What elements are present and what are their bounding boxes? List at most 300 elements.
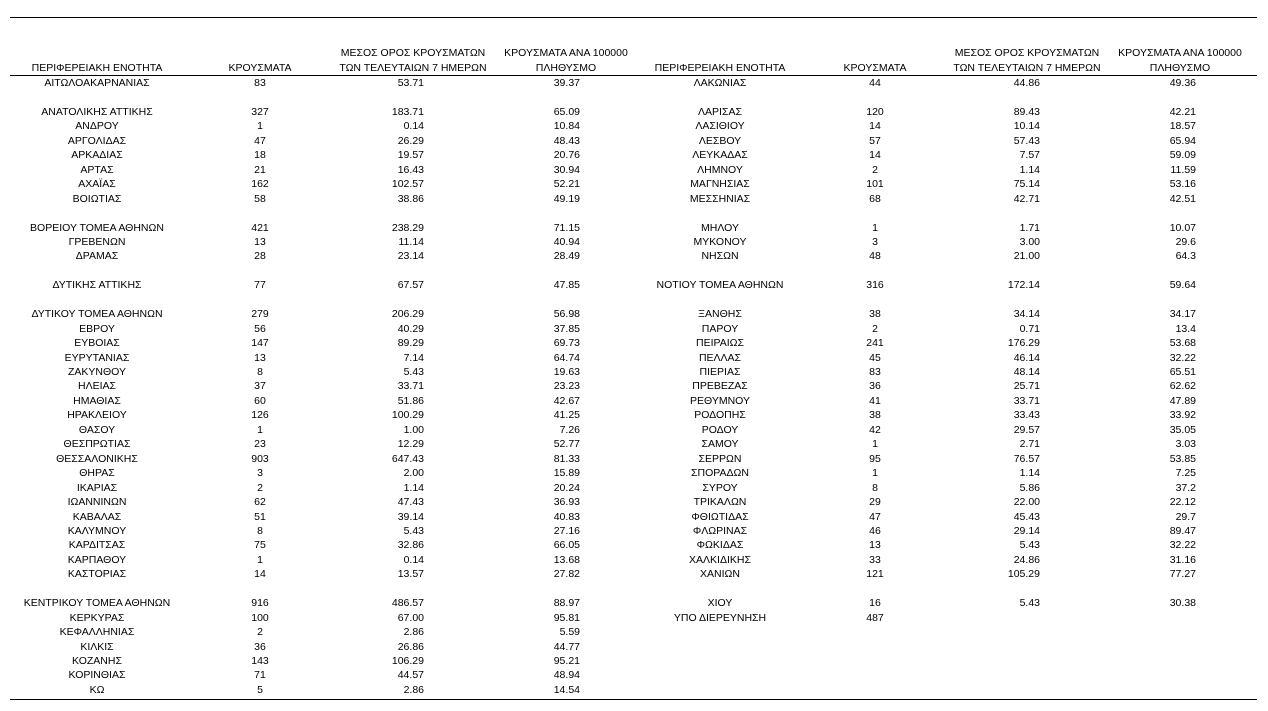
table-row <box>0 640 1268 654</box>
cases-cell: 3 <box>257 467 263 480</box>
avg-7-days-cell: 2.86 <box>403 683 424 696</box>
avg-7-days-cell: 5.43 <box>1019 597 1040 610</box>
rate-per-100k-cell: 64.74 <box>553 351 580 364</box>
avg-7-days-cell: 183.71 <box>391 105 424 118</box>
top-rule <box>10 17 1257 18</box>
table-row <box>0 495 1268 509</box>
avg-7-days-cell: 34.14 <box>1013 308 1040 321</box>
rate-per-100k-cell: 65.09 <box>553 105 580 118</box>
region-cell: ΚΕΦΑΛΛΗΝΙΑΣ <box>59 626 135 639</box>
cases-cell: 45 <box>869 351 881 364</box>
cases-cell: 33 <box>869 553 881 566</box>
region-cell: ΚΕΝΤΡΙΚΟΥ ΤΟΜΕΑ ΑΘΗΝΩΝ <box>23 597 171 610</box>
region-cell: ΕΥΡΥΤΑΝΙΑΣ <box>64 351 130 364</box>
cases-cell: 8 <box>257 366 263 378</box>
cases-cell: 14 <box>869 120 881 133</box>
cases-cell: 60 <box>254 394 266 407</box>
region-cell: ΘΕΣΣΑΛΟΝΙΚΗΣ <box>56 452 138 465</box>
avg-7-days-cell: 0.71 <box>1019 322 1040 335</box>
rate-per-100k-cell: 3.03 <box>1175 438 1196 451</box>
table-row <box>0 235 1268 249</box>
region-cell: ΘΕΣΠΡΩΤΙΑΣ <box>63 438 131 451</box>
cases-cell: 421 <box>251 221 269 234</box>
rate-per-100k-cell: 30.94 <box>553 163 580 176</box>
region-cell: ΠΑΡΟΥ <box>701 322 739 335</box>
avg-7-days-cell: 5.86 <box>1019 481 1040 494</box>
rate-per-100k-cell: 65.94 <box>1169 134 1196 147</box>
region-cell: ΚΙΛΚΙΣ <box>80 640 114 653</box>
avg-7-days-cell: 67.57 <box>397 279 424 292</box>
cases-cell: 13 <box>254 351 266 364</box>
header-avg-line1: ΜΕΣΟΣ ΟΡΟΣ ΚΡΟΥΣΜΑΤΩΝ <box>954 47 1100 59</box>
avg-7-days-cell: 44.86 <box>1013 77 1040 89</box>
rate-per-100k-cell: 15.89 <box>553 467 580 480</box>
cases-cell: 38 <box>869 308 881 321</box>
avg-7-days-cell: 33.43 <box>1013 409 1040 422</box>
avg-7-days-cell: 2.00 <box>403 467 424 480</box>
avg-7-days-cell: 33.71 <box>1013 394 1040 407</box>
table-row <box>0 524 1268 538</box>
cases-cell: 21 <box>254 163 266 176</box>
avg-7-days-cell: 106.29 <box>391 655 424 667</box>
avg-7-days-cell: 172.14 <box>1007 279 1040 292</box>
rate-per-100k-cell: 47.85 <box>553 279 580 292</box>
region-cell: ΡΟΔΟΠΗΣ <box>694 409 746 422</box>
region-cell: ΚΑΡΠΑΘΟΥ <box>67 553 127 566</box>
region-cell: ΜΕΣΣΗΝΙΑΣ <box>689 192 751 205</box>
region-cell: ΕΒΡΟΥ <box>79 322 115 335</box>
region-cell: ΛΑΡΙΣΑΣ <box>698 105 742 118</box>
rate-per-100k-cell: 52.21 <box>553 178 580 191</box>
rate-per-100k-cell: 27.82 <box>553 568 580 581</box>
table-row <box>0 278 1268 292</box>
avg-7-days-cell: 89.43 <box>1013 105 1040 118</box>
region-cell: ΜΑΓΝΗΣΙΑΣ <box>690 178 750 191</box>
table-row <box>0 596 1268 610</box>
table-row <box>0 538 1268 552</box>
region-cell: ΛΕΣΒΟΥ <box>698 134 742 147</box>
region-cell: ΡΟΔΟΥ <box>701 423 739 436</box>
table-row <box>0 322 1268 336</box>
avg-7-days-cell: 23.14 <box>397 250 424 263</box>
rate-per-100k-cell: 39.37 <box>553 77 580 89</box>
avg-7-days-cell: 26.86 <box>397 640 424 653</box>
rate-per-100k-cell: 89.47 <box>1169 524 1196 537</box>
header-avg-line2: ΤΩΝ ΤΕΛΕΥΤΑΙΩΝ 7 ΗΜΕΡΩΝ <box>339 62 487 74</box>
region-cell: ΝΟΤΙΟΥ ΤΟΜΕΑ ΑΘΗΝΩΝ <box>656 279 784 292</box>
table-row <box>0 423 1268 437</box>
avg-7-days-cell: 25.71 <box>1013 380 1040 393</box>
rate-per-100k-cell: 64.3 <box>1175 250 1196 263</box>
rate-per-100k-cell: 29.6 <box>1175 235 1196 248</box>
table-row <box>0 452 1268 466</box>
region-cell: ΛΑΚΩΝΙΑΣ <box>693 77 747 89</box>
rate-per-100k-cell: 7.25 <box>1175 467 1196 480</box>
cases-cell: 2 <box>872 322 878 335</box>
avg-7-days-cell: 42.71 <box>1013 192 1040 205</box>
avg-7-days-cell: 67.00 <box>397 611 424 624</box>
table-row <box>0 553 1268 567</box>
region-cell: ΚΟΡΙΝΘΙΑΣ <box>68 669 126 682</box>
region-cell: ΓΡΕΒΕΝΩΝ <box>68 235 126 248</box>
rate-per-100k-cell: 59.64 <box>1169 279 1196 292</box>
avg-7-days-cell: 32.86 <box>397 539 424 552</box>
cases-cell: 42 <box>869 423 881 436</box>
table-row <box>0 394 1268 408</box>
rate-per-100k-cell: 22.12 <box>1169 496 1196 509</box>
region-cell: ΜΗΛΟΥ <box>701 221 739 234</box>
rate-per-100k-cell: 42.21 <box>1169 105 1196 118</box>
cases-cell: 36 <box>254 640 266 653</box>
rate-per-100k-cell: 13.68 <box>553 553 580 566</box>
avg-7-days-cell: 19.57 <box>397 149 424 162</box>
cases-cell: 51 <box>254 510 266 523</box>
table-row <box>0 249 1268 263</box>
region-cell: ΚΕΡΚΥΡΑΣ <box>69 611 125 624</box>
avg-7-days-cell: 47.43 <box>397 496 424 509</box>
cases-cell: 75 <box>254 539 266 552</box>
cases-cell: 100 <box>251 611 269 624</box>
table-row <box>0 466 1268 480</box>
avg-7-days-cell: 0.14 <box>403 553 424 566</box>
header-avg-line2: ΤΩΝ ΤΕΛΕΥΤΑΙΩΝ 7 ΗΜΕΡΩΝ <box>953 62 1101 74</box>
rate-per-100k-cell <box>1116 611 1196 625</box>
header-region: ΠΕΡΙΦΕΡΕΙΑΚΗ ΕΝΟΤΗΤΑ <box>31 62 163 74</box>
cases-cell: 83 <box>254 77 266 89</box>
rate-per-100k-cell: 35.05 <box>1169 423 1196 436</box>
cases-cell: 3 <box>872 235 878 248</box>
rate-per-100k-cell: 34.17 <box>1169 308 1196 321</box>
region-cell: ΚΑΒΑΛΑΣ <box>72 510 122 523</box>
avg-7-days-cell: 53.71 <box>397 77 424 89</box>
avg-7-days-cell: 11.14 <box>398 235 424 248</box>
avg-7-days-cell: 76.57 <box>1013 452 1040 465</box>
rate-per-100k-cell: 33.92 <box>1169 409 1196 422</box>
avg-7-days-cell: 22.00 <box>1013 496 1040 509</box>
cases-cell: 38 <box>869 409 881 422</box>
rate-per-100k-cell: 53.68 <box>1169 337 1196 350</box>
avg-7-days-cell: 57.43 <box>1013 134 1040 147</box>
region-cell: ΠΡΕΒΕΖΑΣ <box>692 380 748 393</box>
rate-per-100k-cell: 32.22 <box>1169 351 1196 364</box>
region-cell: ΑΡΓΟΛΙΔΑΣ <box>67 134 127 147</box>
region-cell: ΣΕΡΡΩΝ <box>698 452 742 465</box>
avg-7-days-cell: 89.29 <box>397 337 424 350</box>
region-cell: ΘΑΣΟΥ <box>78 423 116 436</box>
rate-per-100k-cell: 49.36 <box>1169 77 1196 89</box>
rate-per-100k-cell: 41.25 <box>553 409 580 422</box>
avg-7-days-cell: 5.43 <box>1019 539 1040 552</box>
table-row <box>0 177 1268 191</box>
region-cell: ΑΙΤΩΛΟΑΚΑΡΝΑΝΙΑΣ <box>44 77 150 89</box>
table-row <box>0 668 1268 682</box>
cases-cell: 2 <box>257 626 263 639</box>
region-cell: ΚΑΣΤΟΡΙΑΣ <box>67 568 127 581</box>
cases-cell: 48 <box>869 250 881 263</box>
avg-7-days-cell: 45.43 <box>1013 510 1040 523</box>
rate-per-100k-cell: 66.05 <box>553 539 580 552</box>
cases-cell: 77 <box>254 279 266 292</box>
cases-cell: 23 <box>254 438 266 451</box>
cases-cell: 8 <box>872 481 878 494</box>
table-row <box>0 510 1268 524</box>
cases-cell: 1 <box>872 221 878 234</box>
avg-7-days-cell: 33.71 <box>397 380 424 393</box>
rate-per-100k-cell: 10.07 <box>1169 221 1196 234</box>
avg-7-days-cell: 3.00 <box>1019 235 1040 248</box>
avg-7-days-cell: 24.86 <box>1013 553 1040 566</box>
table-row <box>0 567 1268 581</box>
region-cell: ΙΚΑΡΙΑΣ <box>76 481 118 494</box>
header-region: ΠΕΡΙΦΕΡΕΙΑΚΗ ΕΝΟΤΗΤΑ <box>654 62 786 74</box>
cases-cell: 2 <box>257 481 263 494</box>
region-cell: ΦΘΙΩΤΙΔΑΣ <box>691 510 749 523</box>
rate-per-100k-cell: 81.33 <box>553 452 580 465</box>
region-cell: ΚΩ <box>89 683 105 696</box>
region-cell: ΥΠΟ ΔΙΕΡΕΥΝΗΣΗ <box>673 611 767 624</box>
avg-7-days-cell: 1.00 <box>403 423 424 436</box>
cases-cell: 28 <box>254 250 266 263</box>
table-row <box>0 163 1268 177</box>
table-row <box>0 119 1268 133</box>
avg-7-days-cell: 2.71 <box>1019 438 1040 451</box>
avg-7-days-cell: 100.29 <box>391 409 424 422</box>
table-row <box>0 654 1268 668</box>
region-cell: ΑΡΚΑΔΙΑΣ <box>71 149 123 162</box>
cases-cell: 46 <box>869 524 881 537</box>
rate-per-100k-cell: 49.19 <box>553 192 580 205</box>
region-cell: ΡΕΘΥΜΝΟΥ <box>689 394 750 407</box>
header-cases: ΚΡΟΥΣΜΑΤΑ <box>228 62 292 74</box>
rate-per-100k-cell: 18.57 <box>1169 120 1196 133</box>
rate-per-100k-cell: 11.59 <box>1170 163 1196 176</box>
cases-cell: 487 <box>866 611 884 624</box>
cases-cell: 13 <box>254 235 266 248</box>
cases-cell: 162 <box>251 178 269 191</box>
region-cell: ΑΝΔΡΟΥ <box>75 120 119 133</box>
rate-per-100k-cell: 14.54 <box>553 683 580 696</box>
avg-7-days-cell: 206.29 <box>391 308 424 321</box>
table-row <box>0 336 1268 350</box>
table-row <box>0 379 1268 393</box>
table-row <box>0 76 1268 90</box>
cases-cell: 68 <box>869 192 881 205</box>
region-cell: ΒΟΙΩΤΙΑΣ <box>72 192 122 205</box>
rate-per-100k-cell: 62.62 <box>1169 380 1196 393</box>
avg-7-days-cell: 29.14 <box>1013 524 1040 537</box>
region-cell: ΛΕΥΚΑΔΑΣ <box>692 149 748 162</box>
cases-cell: 36 <box>869 380 881 393</box>
avg-7-days-cell: 238.29 <box>391 221 424 234</box>
rate-per-100k-cell: 30.38 <box>1169 597 1196 610</box>
cases-cell: 241 <box>866 337 884 350</box>
avg-7-days-cell: 39.14 <box>397 510 424 523</box>
avg-7-days-cell: 1.14 <box>403 481 424 494</box>
avg-7-days-cell: 29.57 <box>1013 423 1040 436</box>
cases-cell: 327 <box>251 105 269 118</box>
rate-per-100k-cell: 32.22 <box>1169 539 1196 552</box>
cases-cell: 13 <box>869 539 881 552</box>
avg-7-days-cell: 102.57 <box>391 178 424 191</box>
table-row <box>0 134 1268 148</box>
cases-cell: 279 <box>251 308 269 321</box>
cases-cell: 47 <box>869 510 881 523</box>
avg-7-days-cell: 647.43 <box>391 452 424 465</box>
table-row <box>0 481 1268 495</box>
rate-per-100k-cell: 88.97 <box>553 597 580 610</box>
rate-per-100k-cell: 53.16 <box>1169 178 1196 191</box>
cases-cell: 121 <box>866 568 884 581</box>
cases-cell: 2 <box>872 163 878 176</box>
avg-7-days-cell: 486.57 <box>391 597 424 610</box>
rate-per-100k-cell: 13.4 <box>1175 322 1196 335</box>
cases-cell: 126 <box>251 409 269 422</box>
region-cell: ΔΥΤΙΚΟΥ ΤΟΜΕΑ ΑΘΗΝΩΝ <box>31 308 163 321</box>
region-cell: ΚΑΡΔΙΤΣΑΣ <box>68 539 126 552</box>
rate-per-100k-cell: 31.16 <box>1169 553 1196 566</box>
cases-cell: 41 <box>869 394 881 407</box>
region-cell: ΗΜΑΘΙΑΣ <box>73 394 121 407</box>
rate-per-100k-cell: 69.73 <box>553 337 580 350</box>
rate-per-100k-cell: 48.94 <box>553 669 580 682</box>
avg-7-days-cell: 7.14 <box>403 351 424 364</box>
region-cell: ΦΩΚΙΔΑΣ <box>696 539 744 552</box>
rate-per-100k-cell: 95.21 <box>553 655 580 667</box>
header-rate-line2: ΠΛΗΘΥΣΜΟ <box>535 62 597 74</box>
avg-7-days-cell: 1.71 <box>1019 221 1040 234</box>
region-cell: ΧΙΟΥ <box>707 597 733 610</box>
cases-cell: 1 <box>257 553 263 566</box>
rate-per-100k-cell: 56.98 <box>553 308 580 321</box>
region-cell: ΧΑΝΙΩΝ <box>700 568 740 581</box>
rate-per-100k-cell: 37.85 <box>553 322 580 335</box>
region-cell: ΙΩΑΝΝΙΝΩΝ <box>67 496 127 509</box>
region-cell: ΑΝΑΤΟΛΙΚΗΣ ΑΤΤΙΚΗΣ <box>41 105 153 118</box>
region-cell: ΔΥΤΙΚΗΣ ΑΤΤΙΚΗΣ <box>52 279 142 292</box>
region-cell: ΚΑΛΥΜΝΟΥ <box>67 524 127 537</box>
avg-7-days-cell: 48.14 <box>1013 366 1040 378</box>
avg-7-days-cell: 21.00 <box>1013 250 1040 263</box>
avg-7-days-cell: 38.86 <box>397 192 424 205</box>
cases-cell: 56 <box>254 322 266 335</box>
avg-7-days-cell: 2.86 <box>403 626 424 639</box>
region-cell: ΒΟΡΕΙΟΥ ΤΟΜΕΑ ΑΘΗΝΩΝ <box>30 221 164 234</box>
region-cell: ΠΙΕΡΙΑΣ <box>699 366 741 378</box>
cases-cell: 916 <box>251 597 269 610</box>
table-row <box>0 148 1268 162</box>
rate-per-100k-cell: 7.26 <box>559 423 580 436</box>
rate-per-100k-cell: 44.77 <box>553 640 580 653</box>
table-row <box>0 192 1268 206</box>
avg-7-days-cell: 5.43 <box>403 366 424 378</box>
avg-7-days-cell: 10.14 <box>1013 120 1040 133</box>
table-row <box>0 105 1268 119</box>
cases-cell: 120 <box>866 105 884 118</box>
table-row <box>0 408 1268 422</box>
rate-per-100k-cell: 19.63 <box>553 366 580 378</box>
table-row <box>0 611 1268 625</box>
rate-per-100k-cell: 71.15 <box>553 221 580 234</box>
rate-per-100k-cell: 42.67 <box>553 394 580 407</box>
cases-cell: 143 <box>251 655 269 667</box>
table-row <box>0 625 1268 639</box>
avg-7-days-cell: 16.43 <box>397 163 424 176</box>
region-cell: ΠΕΙΡΑΙΩΣ <box>696 337 744 350</box>
avg-7-days-cell <box>960 611 1040 625</box>
cases-cell: 5 <box>257 683 263 696</box>
rate-per-100k-cell: 48.43 <box>553 134 580 147</box>
avg-7-days-cell: 51.86 <box>397 394 424 407</box>
table-row <box>0 351 1268 365</box>
avg-7-days-cell: 44.57 <box>397 669 424 682</box>
region-cell: ΠΕΛΛΑΣ <box>698 351 742 364</box>
cases-cell: 101 <box>866 178 884 191</box>
header-rate-line1: ΚΡΟΥΣΜΑΤΑ ΑΝΑ 100000 <box>504 47 628 59</box>
cases-cell: 1 <box>872 467 878 480</box>
rate-per-100k-cell: 5.59 <box>559 626 580 639</box>
region-cell: ΜΥΚΟΝΟΥ <box>693 235 747 248</box>
region-cell: ΑΧΑΪΑΣ <box>78 178 116 191</box>
header-rate-line2: ΠΛΗΘΥΣΜΟ <box>1149 62 1211 74</box>
avg-7-days-cell: 5.43 <box>403 524 424 537</box>
cases-cell: 147 <box>251 337 269 350</box>
rate-per-100k-cell: 47.89 <box>1169 394 1196 407</box>
table-row <box>0 221 1268 235</box>
rate-per-100k-cell: 27.16 <box>553 524 580 537</box>
rate-per-100k-cell: 52.77 <box>553 438 580 451</box>
region-cell: ΝΗΣΩΝ <box>701 250 739 263</box>
region-cell: ΛΑΣΙΘΙΟΥ <box>695 120 745 133</box>
rate-per-100k-cell: 37.2 <box>1175 481 1196 494</box>
cases-cell: 18 <box>254 149 266 162</box>
cases-cell: 29 <box>869 496 881 509</box>
cases-cell: 16 <box>869 597 881 610</box>
rate-per-100k-cell: 95.81 <box>553 611 580 624</box>
rate-per-100k-cell: 28.49 <box>553 250 580 263</box>
cases-cell: 83 <box>869 366 881 378</box>
avg-7-days-cell: 40.29 <box>397 322 424 335</box>
cases-cell: 62 <box>254 496 266 509</box>
avg-7-days-cell: 13.57 <box>397 568 424 581</box>
rate-per-100k-cell: 40.83 <box>553 510 580 523</box>
cases-cell: 1 <box>257 120 263 133</box>
rate-per-100k-cell: 20.24 <box>553 481 580 494</box>
rate-per-100k-cell: 53.85 <box>1169 452 1196 465</box>
region-cell: ΧΑΛΚΙΔΙΚΗΣ <box>689 553 751 566</box>
table-row <box>0 437 1268 451</box>
cases-cell: 14 <box>869 149 881 162</box>
avg-7-days-cell: 46.14 <box>1013 351 1040 364</box>
avg-7-days-cell: 0.14 <box>403 120 424 133</box>
rate-per-100k-cell: 77.27 <box>1169 568 1196 581</box>
region-cell: ΣΥΡΟΥ <box>702 481 738 494</box>
cases-cell: 903 <box>251 452 269 465</box>
cases-cell: 14 <box>254 568 266 581</box>
cases-cell: 47 <box>254 134 266 147</box>
region-cell: ΣΠΟΡΑΔΩΝ <box>691 467 749 480</box>
rate-per-100k-cell: 36.93 <box>553 496 580 509</box>
rate-per-100k-cell: 59.09 <box>1169 149 1196 162</box>
region-cell: ΖΑΚΥΝΘΟΥ <box>67 366 126 378</box>
region-cell: ΔΡΑΜΑΣ <box>75 250 119 263</box>
region-cell: ΘΗΡΑΣ <box>79 467 115 480</box>
header-rate-line1: ΚΡΟΥΣΜΑΤΑ ΑΝΑ 100000 <box>1118 47 1242 59</box>
cases-cell: 1 <box>257 423 263 436</box>
region-cell: ΦΛΩΡΙΝΑΣ <box>692 524 748 537</box>
region-cell: ΞΑΝΘΗΣ <box>698 308 742 321</box>
rate-per-100k-cell: 40.94 <box>553 235 580 248</box>
rate-per-100k-cell: 42.51 <box>1169 192 1196 205</box>
